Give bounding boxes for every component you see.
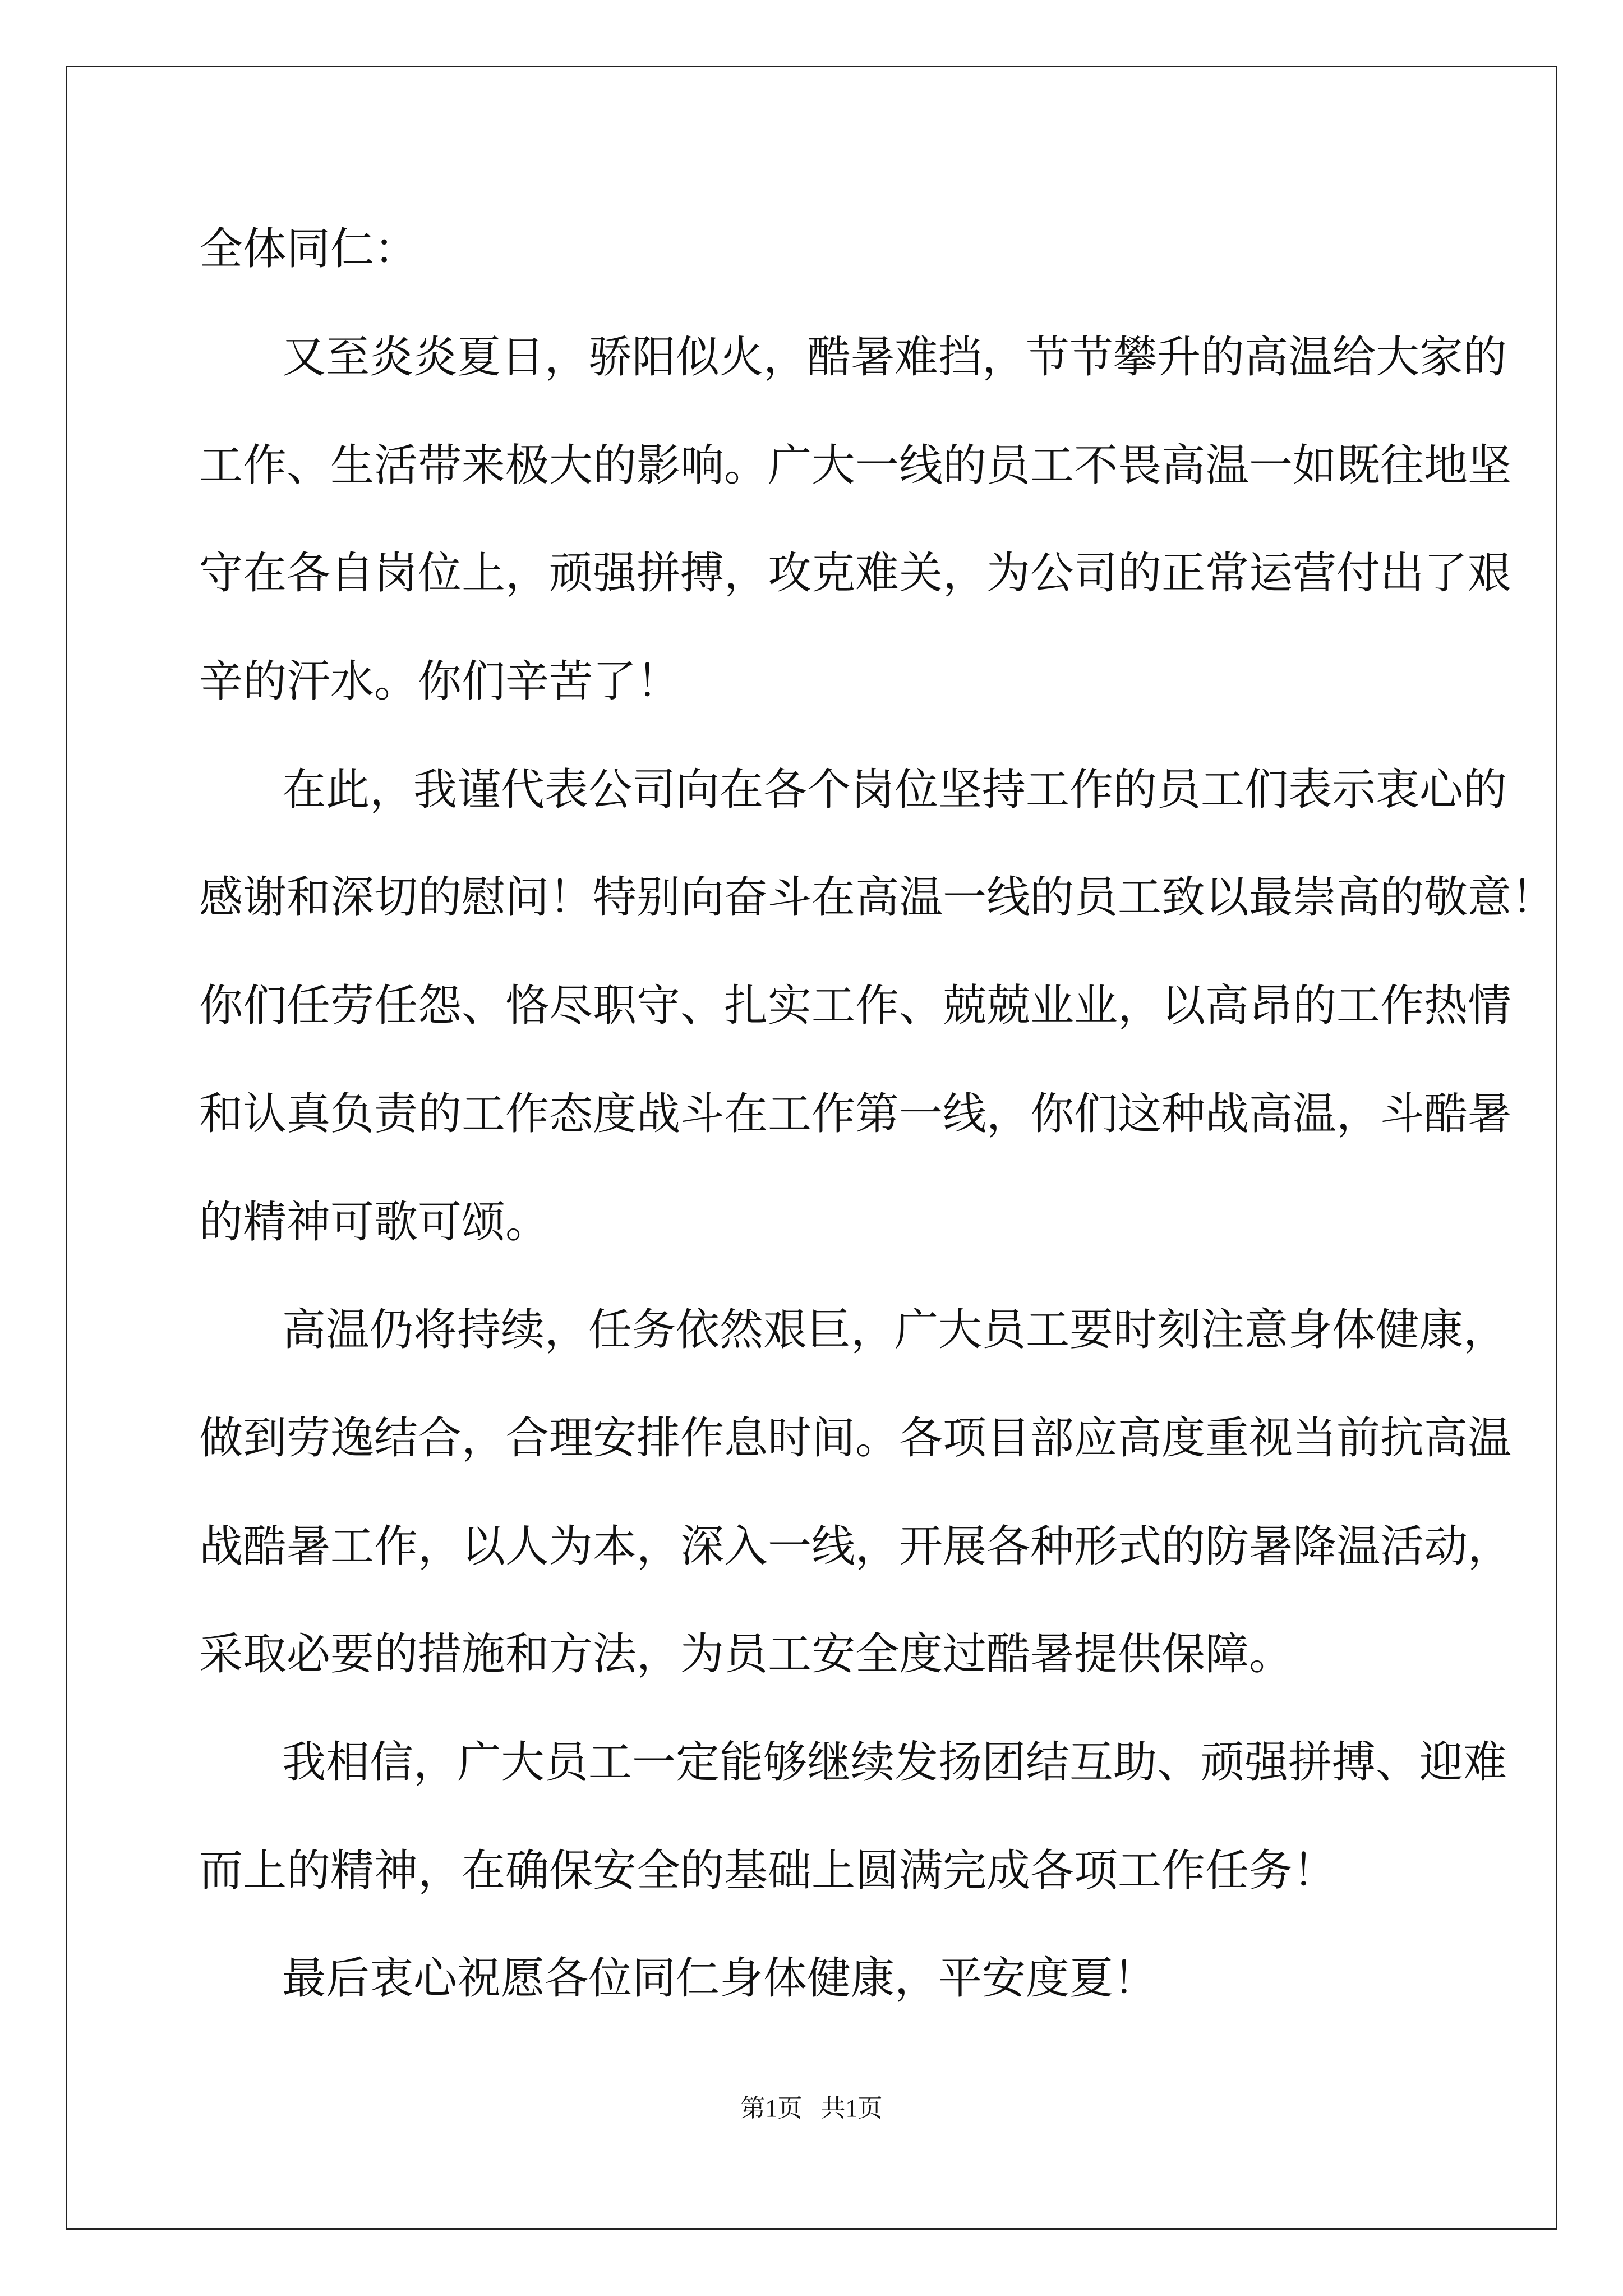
page-border — [66, 66, 1557, 2230]
paragraph-5-line-1: 最后衷心祝愿各位同仁身体健康，平安度夏！ — [282, 1953, 1158, 2004]
paragraph-2-line-3: 你们任劳任怨、恪尽职守、扎实工作、兢兢业业，以高昂的工作热情 — [199, 981, 1512, 1031]
paragraph-4-line-1: 我相信，广大员工一定能够继续发扬团结互助、顽强拼搏、迎难 — [282, 1737, 1507, 1788]
paragraph-1-line-4: 辛的汗水。你们辛苦了！ — [199, 656, 681, 707]
paragraph-3-line-1: 高温仍将持续，任务依然艰巨，广大员工要时刻注意身体健康， — [282, 1305, 1507, 1355]
paragraph-3-line-2: 做到劳逸结合，合理安排作息时间。各项目部应高度重视当前抗高温 — [199, 1413, 1512, 1464]
paragraph-2-line-2: 感谢和深切的慰问！特别向奋斗在高温一线的员工致以最崇高的敬意！ — [199, 872, 1556, 923]
paragraph-2-line-5: 的精神可歌可颂。 — [199, 1197, 550, 1248]
paragraph-1-line-1: 又至炎炎夏日，骄阳似火，酷暑难挡，节节攀升的高温给大家的 — [282, 332, 1507, 383]
paragraph-2-line-4: 和认真负责的工作态度战斗在工作第一线，你们这种战高温，斗酷暑 — [199, 1089, 1512, 1139]
page-footer: 第1页 共1页 — [740, 2095, 883, 2122]
paragraph-2-line-1: 在此，我谨代表公司向在各个岗位坚持工作的员工们表示衷心的 — [282, 765, 1507, 815]
salutation: 全体同仁： — [199, 224, 418, 274]
paragraph-1-line-3: 守在各自岗位上，顽强拼搏，攻克难关，为公司的正常运营付出了艰 — [199, 548, 1512, 599]
paragraph-1-line-2: 工作、生活带来极大的影响。广大一线的员工不畏高温一如既往地坚 — [199, 440, 1512, 491]
paragraph-3-line-3: 战酷暑工作，以人为本，深入一线，开展各种形式的防暑降温活动， — [199, 1521, 1512, 1572]
paragraph-4-line-2: 而上的精神，在确保安全的基础上圆满完成各项工作任务！ — [199, 1846, 1337, 1896]
paragraph-3-line-4: 采取必要的措施和方法，为员工安全度过酷暑提供保障。 — [199, 1629, 1293, 1680]
